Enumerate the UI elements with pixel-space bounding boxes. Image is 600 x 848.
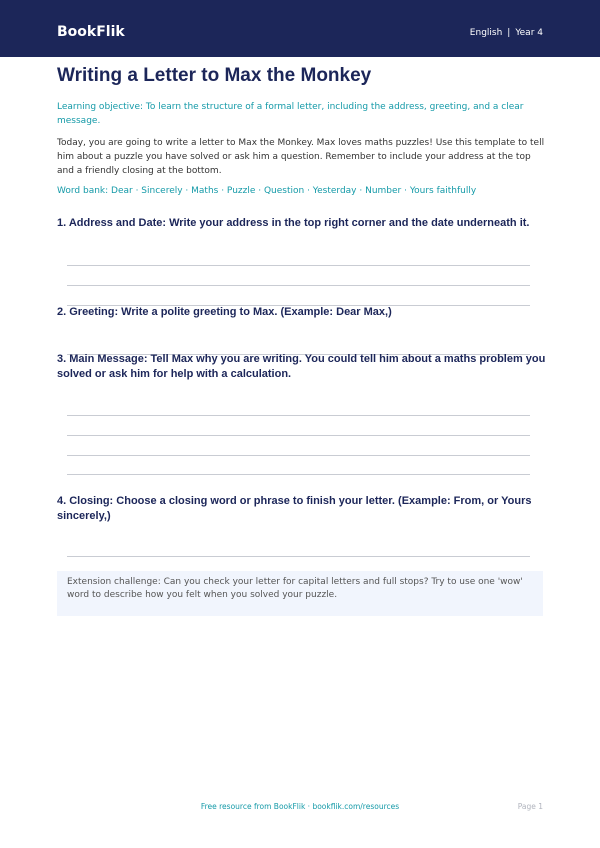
answer-line[interactable] [67, 556, 530, 557]
brand-logo: BookFlik [57, 24, 125, 40]
question-3: 3. Main Message: Tell Max why you are writing. You could tell him about a maths problem you solved or ask him for help with a calculation. [57, 353, 546, 380]
meta-separator: | [507, 28, 511, 38]
word-bank: Word bank: Dear · Sincerely · Maths · Puzzle · Question · Yesterday · Number · Yours faithfully [57, 186, 477, 196]
answer-line[interactable] [67, 435, 530, 436]
intro-text: Today, you are going to write a letter to Max the Monkey. Max loves maths puzzles! Use this template to tell him about a puzzle you have solved or ask him a question. Remember to include your address at the top and a friendly closing at the bottom. [57, 138, 545, 176]
page-number: Page 1 [517, 802, 543, 811]
learning-objective: Learning objective: To learn the structure of a formal letter, including the address, greeting, and a clear message. [57, 102, 524, 126]
subject-year [470, 26, 543, 40]
answer-line[interactable] [67, 265, 530, 266]
question-2: 2. Greeting: Write a polite greeting to Max. (Example: Dear Max,) [57, 306, 392, 318]
year-label: Year 4 [515, 28, 543, 38]
answer-line[interactable] [67, 455, 530, 456]
subject-label: English [469, 28, 503, 38]
extension-challenge: Extension challenge: Can you check your letter for capital letters and full stops? Try to use one 'wow' word to describe how you felt when you solved your puzzle. [57, 571, 543, 616]
footer-text[interactable]: Free resource from BookFlik · bookflik.com/resources [200, 802, 400, 811]
answer-line[interactable] [67, 474, 530, 475]
header-bar [0, 0, 600, 57]
page-title: Writing a Letter to Max the Monkey [57, 65, 372, 86]
question-1: 1. Address and Date: Write your address in the top right corner and the date underneath it. [57, 217, 530, 229]
answer-line[interactable] [67, 415, 530, 416]
question-4: 4. Closing: Choose a closing word or phrase to finish your letter. (Example: From, or Yours sincerely,) [57, 495, 532, 522]
answer-line[interactable] [67, 285, 530, 286]
